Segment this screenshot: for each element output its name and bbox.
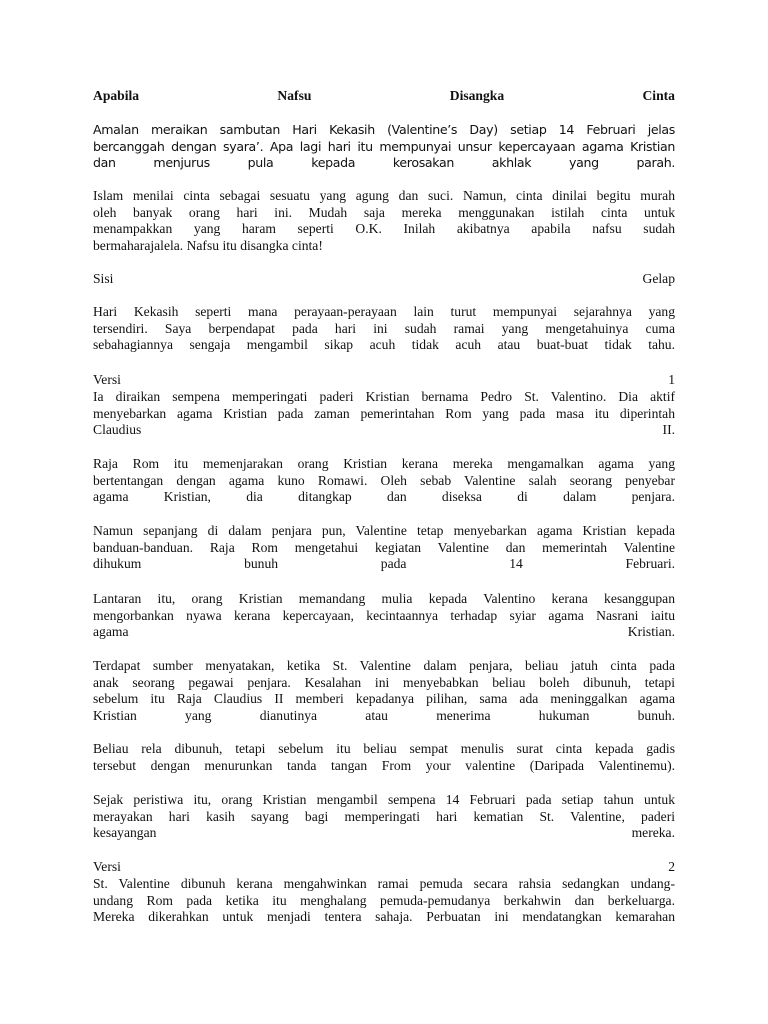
heading-right: 2 bbox=[668, 859, 675, 874]
title-word-2: Nafsu bbox=[277, 88, 312, 103]
paragraph-line: menampakkan yang haram seperti O.K. Inilah akibatnya apabila nafsu sudah bbox=[93, 221, 675, 237]
heading-left: Sisi bbox=[93, 271, 114, 286]
title-word-1: Apabila bbox=[93, 88, 140, 103]
paragraph-line: merayakan hari kasih sayang bagi memperingati hari kematian St. Valentine, paderi bbox=[93, 808, 675, 824]
paragraph-line: menyebarkan agama Kristian pada zaman pemerintahan Rom yang pada masa itu diperintah bbox=[93, 405, 675, 421]
paragraph-line: Kristian yang dianutinya atau menerima hukuman bunuh. bbox=[93, 707, 675, 723]
paragraph-line: Terdapat sumber menyatakan, ketika St. Valentine dalam penjara, beliau jatuh cinta pada bbox=[93, 658, 675, 673]
paragraph-penjara bbox=[93, 523, 675, 573]
paragraph-line: undang Rom pada ketika itu menghalang pemuda-pemudanya berkahwin dan berkeluarga. bbox=[93, 892, 675, 908]
paragraph-surat-cinta bbox=[93, 741, 675, 774]
paragraph-line: sebelum itu Raja Claudius II memberi kepadanya pilihan, sama ada meninggalkan agama bbox=[93, 691, 675, 707]
heading-sisi-gelap bbox=[93, 271, 675, 288]
paragraph-line: oleh banyak orang hari ini. Mudah saja mereka menggunakan istilah cinta untuk bbox=[93, 204, 675, 220]
heading-versi-2 bbox=[93, 859, 675, 876]
paragraph-line: banduan-banduan. Raja Rom mengetahui kegiatan Valentine dan memerintah Valentine bbox=[93, 539, 675, 555]
heading-left: Versi bbox=[93, 859, 121, 874]
paragraph-line: Beliau rela dibunuh, tetapi sebelum itu beliau sempat menulis surat cinta kepada gadis bbox=[93, 741, 675, 756]
paragraph-line: Islam menilai cinta sebagai sesuatu yang agung dan suci. Namun, cinta dinilai begitu murah bbox=[93, 188, 675, 203]
paragraph-line: St. Valentine dibunuh kerana mengahwinkan ramai pemuda secara rahsia sedangkan undang- bbox=[93, 876, 675, 891]
paragraph-line: dihukum bunuh pada 14 Februari. bbox=[93, 556, 675, 572]
paragraph-line: agama Kristian. bbox=[93, 624, 675, 640]
paragraph-line: tersendiri. Saya berpendapat pada hari ini sudah ramai yang mengetahuinya cuma bbox=[93, 320, 675, 336]
paragraph-line: Amalan meraikan sambutan Hari Kekasih (Valentine’s Day) setiap 14 Februari jelas bbox=[93, 122, 675, 137]
paragraph-line: Sejak peristiwa itu, orang Kristian mengambil sempena 14 Februari pada setiap tahun untuk bbox=[93, 792, 675, 807]
paragraph-line: dan menjurus pula kepada kerosakan akhlak yang parah. bbox=[93, 155, 675, 171]
title-word-3: Disangka bbox=[449, 88, 505, 103]
paragraph-raja-rom bbox=[93, 456, 675, 506]
paragraph-line: sebahagiannya sengaja mengambil sikap acuh tidak acuh atau buat-buat tidak tahu. bbox=[93, 337, 675, 353]
heading-right: 1 bbox=[668, 372, 675, 387]
paragraph-line: tersebut dengan menurunkan tanda tangan From your valentine (Daripada Valentinemu). bbox=[93, 757, 675, 773]
document-title bbox=[93, 88, 675, 105]
title-word-4: Cinta bbox=[642, 88, 675, 103]
paragraph-sejak-peristiwa bbox=[93, 792, 675, 842]
paragraph-line: bercanggah dengan syara’. Apa lagi hari itu mempunyai unsur kepercayaan agama Kristian bbox=[93, 138, 675, 154]
paragraph-lantaran bbox=[93, 591, 675, 641]
paragraph-line: kesayangan mereka. bbox=[93, 825, 675, 841]
paragraph-line: agama Kristian, dia ditangkap dan diseksa di dalam penjara. bbox=[93, 489, 675, 505]
paragraph-line: mengorbankan nyawa kerana kepercayaan, kecintaannya terhadap syiar agama Nasrani iaitu bbox=[93, 607, 675, 623]
paragraph-line: Raja Rom itu memenjarakan orang Kristian kerana mereka mengamalkan agama yang bbox=[93, 456, 675, 471]
paragraph-line: bertentangan dengan agama kuno Romawi. Oleh sebab Valentine salah seorang penyebar bbox=[93, 472, 675, 488]
paragraph-sumber bbox=[93, 658, 675, 724]
paragraph-line: bermaharajalela. Nafsu itu disangka cinta! bbox=[93, 237, 323, 253]
paragraph-versi-2 bbox=[93, 876, 675, 926]
paragraph-islam-cinta bbox=[93, 188, 675, 254]
heading-left: Versi bbox=[93, 372, 121, 387]
paragraph-line: Mereka dikerahkan untuk menjadi tentera sahaja. Perbuatan ini mendatangkan kemarahan bbox=[93, 909, 675, 925]
paragraph-intro bbox=[93, 122, 675, 172]
heading-right: Gelap bbox=[642, 271, 675, 286]
paragraph-line: anak seorang pegawai penjara. Kesalahan ini menyebabkan beliau boleh dibunuh, tetapi bbox=[93, 674, 675, 690]
paragraph-line: Namun sepanjang di dalam penjara pun, Valentine tetap menyebarkan agama Kristian kepada bbox=[93, 523, 675, 538]
paragraph-line: Ia diraikan sempena memperingati paderi Kristian bernama Pedro St. Valentino. Dia aktif bbox=[93, 389, 675, 404]
paragraph-pedro bbox=[93, 389, 675, 439]
paragraph-line: Hari Kekasih seperti mana perayaan-perayaan lain turut mempunyai sejarahnya yang bbox=[93, 304, 675, 319]
paragraph-line: Lantaran itu, orang Kristian memandang mulia kepada Valentino kerana kesanggupan bbox=[93, 591, 675, 606]
paragraph-sejarah bbox=[93, 304, 675, 354]
paragraph-line: Claudius II. bbox=[93, 422, 675, 438]
heading-versi-1 bbox=[93, 372, 675, 389]
